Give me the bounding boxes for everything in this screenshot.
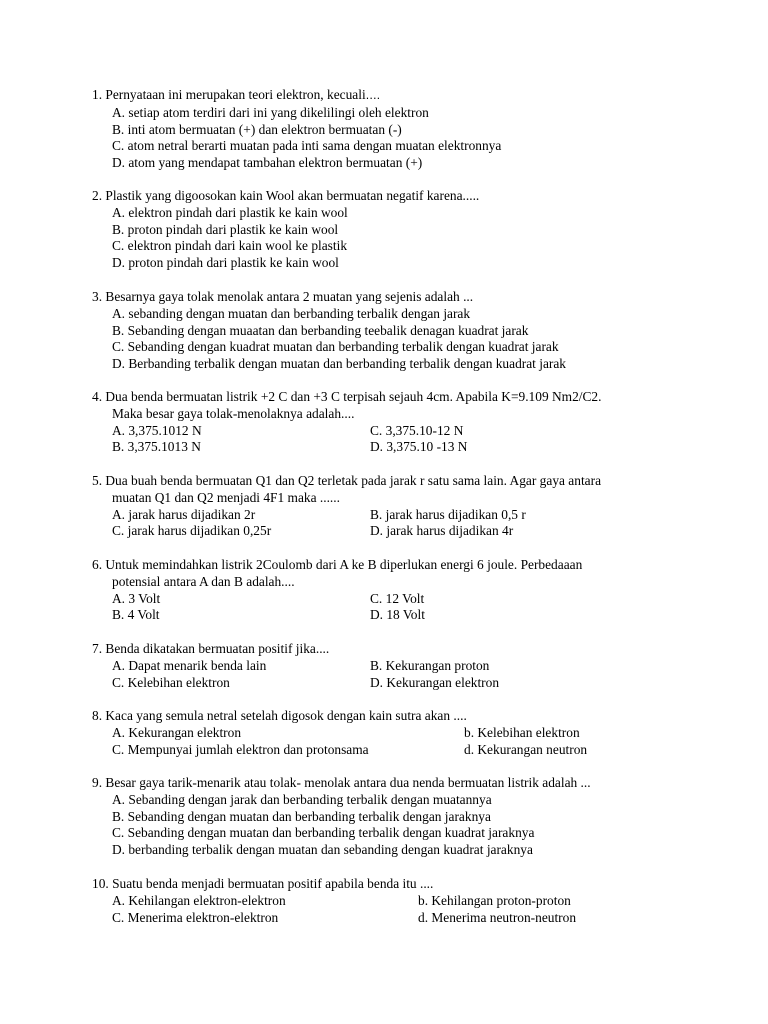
option-d: D. jarak harus dijadikan 4r	[370, 523, 514, 539]
question-2	[92, 188, 712, 272]
option-d: D. atom yang mendapat tambahan elektron bermuatan (+)	[112, 155, 423, 171]
option-a: A. Kekurangan elektron	[112, 724, 242, 740]
question-stem: 1. Pernyataan ini merupakan teori elektron, kecuali….	[92, 87, 381, 102]
question-9	[92, 775, 712, 859]
option-c: C. atom netral berarti muatan pada inti sama dengan muatan elektronnya	[112, 138, 502, 154]
option-c: C. Mempunyai jumlah elektron dan protonsama	[112, 741, 369, 757]
option-d: D. Berbanding terbalik dengan muatan dan berbanding terbalik dengan kuadrat jarak	[112, 356, 566, 372]
option-d: D. 3,375.10 -13 N	[370, 439, 468, 455]
option-grid	[92, 893, 712, 927]
option-a: A. Sebanding dengan jarak dan berbanding terbalik dengan muatannya	[112, 791, 492, 807]
option-d: D. berbanding terbalik dengan muatan dan sebanding dengan kuadrat jaraknya	[112, 842, 533, 858]
option-d: d. Menerima neutron-neutron	[418, 909, 577, 925]
question-stem: 5. Dua buah benda bermuatan Q1 dan Q2 terletak pada jarak r satu sama lain. Agar gaya antara	[92, 473, 602, 488]
option-b: B. Sebanding dengan muatan dan berbanding terbalik dengan jaraknya	[112, 808, 491, 824]
option-c: C. Kelebihan elektron	[112, 674, 230, 690]
option-a: A. setiap atom terdiri dari ini yang dikelilingi oleh elektron	[112, 104, 429, 120]
option-d: D. Kekurangan elektron	[370, 674, 500, 690]
option-b: B. Kekurangan proton	[370, 657, 490, 673]
option-b: b. Kehilangan proton-proton	[418, 892, 571, 908]
question-stem: 3. Besarnya gaya tolak menolak antara 2 muatan yang sejenis adalah ...	[92, 289, 474, 304]
option-list	[92, 792, 712, 859]
question-7	[92, 641, 712, 691]
option-grid	[92, 423, 712, 457]
option-a: A. 3,375.1012 N	[112, 422, 202, 438]
option-c: C. 3,375.10-12 N	[370, 422, 464, 438]
option-b: B. jarak harus dijadikan 0,5 r	[370, 506, 526, 522]
option-b: B. 3,375.1013 N	[112, 439, 201, 455]
question-stem: 6. Untuk memindahkan listrik 2Coulomb dari A ke B diperlukan energi 6 joule. Perbedaaan	[92, 557, 583, 572]
option-a: A. 3 Volt	[112, 590, 161, 606]
question-10	[92, 876, 712, 926]
question-3	[92, 289, 712, 373]
question-4	[92, 389, 712, 456]
question-stem: 2. Plastik yang digoosokan kain Wool akan bermuatan negatif karena.....	[92, 188, 480, 203]
question-stem: 9. Besar gaya tarik-menarik atau tolak- menolak antara dua nenda bermuatan listrik adalah ...	[92, 775, 591, 790]
option-c: C. jarak harus dijadikan 0,25r	[112, 523, 272, 539]
question-stem: 7. Benda dikatakan bermuatan positif jika....	[92, 641, 330, 656]
option-a: A. sebanding dengan muatan dan berbanding terbalik dengan jarak	[112, 305, 471, 321]
option-grid	[92, 591, 712, 625]
option-a: A. elektron pindah dari plastik ke kain wool	[112, 204, 348, 220]
option-grid	[92, 725, 712, 759]
option-c: C. 12 Volt	[370, 590, 425, 606]
question-stem-continuation: potensial antara A dan B adalah....	[112, 573, 295, 589]
question-stem-continuation: Maka besar gaya tolak-menolaknya adalah....	[112, 405, 355, 421]
option-b: B. 4 Volt	[112, 607, 160, 623]
option-grid	[92, 658, 712, 692]
option-b: B. Sebanding dengan muaatan dan berbanding teebalik denagan kuadrat jarak	[112, 322, 529, 338]
option-b: b. Kelebihan elektron	[464, 724, 580, 740]
question-stem-continuation: muatan Q1 dan Q2 menjadi 4F1 maka ......	[112, 489, 340, 505]
option-d: d. Kekurangan neutron	[464, 741, 588, 757]
option-d: D. 18 Volt	[370, 607, 425, 623]
option-a: A. Kehilangan elektron-elektron	[112, 892, 286, 908]
option-d: D. proton pindah dari plastik ke kain wool	[112, 255, 339, 271]
question-stem: 8. Kaca yang semula netral setelah digosok dengan kain sutra akan ....	[92, 708, 467, 723]
option-b: B. inti atom bermuatan (+) dan elektron bermuatan (-)	[112, 121, 402, 137]
question-6	[92, 557, 712, 624]
option-b: B. proton pindah dari plastik ke kain wool	[112, 221, 339, 237]
question-stem: 4. Dua benda bermuatan listrik +2 C dan +3 C terpisah sejauh 4cm. Apabila K=9.109 Nm2/C2.	[92, 389, 602, 404]
question-8	[92, 708, 712, 758]
option-c: C. Sebanding dengan muatan dan berbanding terbalik dengan kuadrat jaraknya	[112, 825, 535, 841]
option-grid	[92, 507, 712, 541]
option-c: C. Sebanding dengan kuadrat muatan dan berbanding terbalik dengan kuadrat jarak	[112, 339, 559, 355]
option-c: C. elektron pindah dari kain wool ke plastik	[112, 238, 348, 254]
question-stem: 10. Suatu benda menjadi bermuatan positif apabila benda itu ....	[92, 876, 434, 891]
option-c: C. Menerima elektron-elektron	[112, 909, 279, 925]
question-5	[92, 473, 712, 540]
option-list	[92, 205, 712, 272]
option-a: A. jarak harus dijadikan 2r	[112, 506, 256, 522]
option-list	[92, 105, 712, 172]
option-list	[92, 306, 712, 373]
question-1	[92, 87, 712, 172]
option-a: A. Dapat menarik benda lain	[112, 657, 267, 673]
